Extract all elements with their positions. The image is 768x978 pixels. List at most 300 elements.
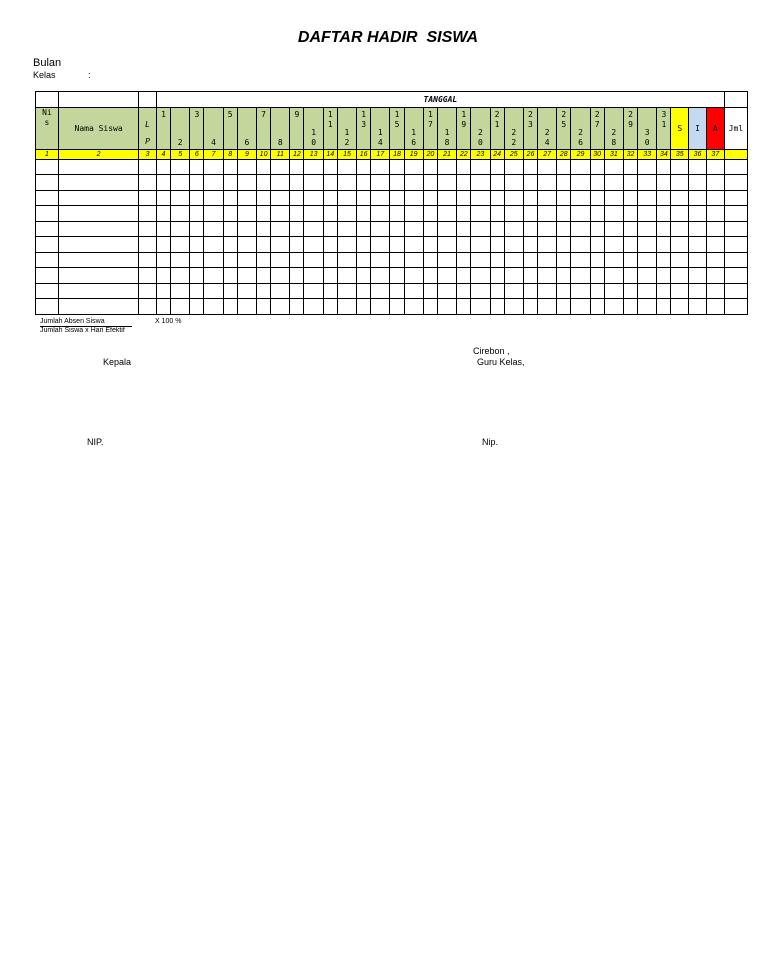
table-cell[interactable] [523, 175, 537, 191]
table-cell[interactable] [304, 159, 323, 175]
table-cell[interactable] [437, 252, 456, 268]
table-cell[interactable] [604, 175, 623, 191]
table-cell[interactable] [638, 299, 657, 315]
table-cell[interactable] [36, 175, 59, 191]
table-cell[interactable] [724, 206, 747, 222]
table-cell[interactable] [390, 190, 404, 206]
table-cell[interactable] [471, 221, 490, 237]
table-cell[interactable] [623, 252, 637, 268]
table-cell[interactable] [223, 299, 237, 315]
table-cell[interactable] [190, 221, 204, 237]
table-cell[interactable] [537, 299, 556, 315]
table-cell[interactable] [657, 299, 671, 315]
table-cell[interactable] [657, 268, 671, 284]
table-cell[interactable] [504, 299, 523, 315]
table-cell[interactable] [457, 299, 471, 315]
table-cell[interactable] [437, 159, 456, 175]
table-cell[interactable] [689, 159, 707, 175]
table-cell[interactable] [156, 175, 170, 191]
table-cell[interactable] [590, 299, 604, 315]
table-cell[interactable] [623, 237, 637, 253]
table-cell[interactable] [323, 299, 337, 315]
table-cell[interactable] [571, 206, 590, 222]
table-cell[interactable] [423, 283, 437, 299]
table-cell[interactable] [371, 221, 390, 237]
table-cell[interactable] [271, 252, 290, 268]
table-cell[interactable] [204, 221, 223, 237]
table-cell[interactable] [504, 252, 523, 268]
table-cell[interactable] [590, 221, 604, 237]
table-cell[interactable] [271, 221, 290, 237]
table-cell[interactable] [257, 190, 271, 206]
table-cell[interactable] [657, 159, 671, 175]
table-cell[interactable] [590, 237, 604, 253]
table-cell[interactable] [706, 237, 724, 253]
table-cell[interactable] [689, 206, 707, 222]
table-cell[interactable] [58, 252, 138, 268]
table-cell[interactable] [36, 252, 59, 268]
table-cell[interactable] [523, 221, 537, 237]
table-cell[interactable] [504, 221, 523, 237]
table-cell[interactable] [204, 237, 223, 253]
table-cell[interactable] [604, 237, 623, 253]
table-cell[interactable] [490, 283, 504, 299]
table-cell[interactable] [504, 283, 523, 299]
table-cell[interactable] [657, 283, 671, 299]
table-cell[interactable] [156, 268, 170, 284]
table-cell[interactable] [537, 206, 556, 222]
table-cell[interactable] [571, 283, 590, 299]
table-cell[interactable] [537, 283, 556, 299]
table-cell[interactable] [571, 221, 590, 237]
table-cell[interactable] [323, 190, 337, 206]
table-cell[interactable] [237, 190, 256, 206]
table-cell[interactable] [390, 299, 404, 315]
table-cell[interactable] [204, 175, 223, 191]
table-cell[interactable] [190, 237, 204, 253]
table-cell[interactable] [423, 268, 437, 284]
table-cell[interactable] [423, 252, 437, 268]
table-cell[interactable] [304, 190, 323, 206]
table-cell[interactable] [156, 299, 170, 315]
table-cell[interactable] [537, 175, 556, 191]
table-cell[interactable] [638, 221, 657, 237]
table-cell[interactable] [471, 299, 490, 315]
table-cell[interactable] [323, 252, 337, 268]
table-cell[interactable] [423, 221, 437, 237]
table-cell[interactable] [638, 206, 657, 222]
table-cell[interactable] [671, 206, 689, 222]
table-cell[interactable] [190, 159, 204, 175]
table-cell[interactable] [171, 221, 190, 237]
table-cell[interactable] [304, 221, 323, 237]
table-cell[interactable] [457, 221, 471, 237]
table-cell[interactable] [437, 206, 456, 222]
table-cell[interactable] [58, 175, 138, 191]
table-cell[interactable] [471, 206, 490, 222]
table-cell[interactable] [437, 237, 456, 253]
table-cell[interactable] [590, 175, 604, 191]
table-cell[interactable] [36, 299, 59, 315]
table-cell[interactable] [171, 283, 190, 299]
table-cell[interactable] [590, 190, 604, 206]
table-cell[interactable] [139, 237, 157, 253]
table-cell[interactable] [490, 221, 504, 237]
table-cell[interactable] [304, 206, 323, 222]
table-cell[interactable] [490, 237, 504, 253]
table-cell[interactable] [537, 159, 556, 175]
table-cell[interactable] [271, 268, 290, 284]
table-cell[interactable] [337, 206, 356, 222]
table-cell[interactable] [190, 268, 204, 284]
table-cell[interactable] [457, 190, 471, 206]
table-cell[interactable] [237, 268, 256, 284]
table-cell[interactable] [290, 252, 304, 268]
table-cell[interactable] [304, 237, 323, 253]
table-cell[interactable] [724, 268, 747, 284]
table-cell[interactable] [706, 190, 724, 206]
table-cell[interactable] [557, 268, 571, 284]
table-cell[interactable] [156, 237, 170, 253]
table-cell[interactable] [390, 206, 404, 222]
table-cell[interactable] [504, 268, 523, 284]
table-cell[interactable] [58, 159, 138, 175]
table-cell[interactable] [604, 299, 623, 315]
table-cell[interactable] [623, 268, 637, 284]
table-cell[interactable] [290, 221, 304, 237]
table-cell[interactable] [423, 237, 437, 253]
table-cell[interactable] [457, 283, 471, 299]
table-cell[interactable] [471, 252, 490, 268]
table-cell[interactable] [404, 252, 423, 268]
table-cell[interactable] [204, 268, 223, 284]
table-cell[interactable] [590, 252, 604, 268]
table-cell[interactable] [290, 299, 304, 315]
table-cell[interactable] [337, 283, 356, 299]
table-cell[interactable] [457, 268, 471, 284]
table-cell[interactable] [337, 252, 356, 268]
table-cell[interactable] [390, 252, 404, 268]
table-cell[interactable] [139, 268, 157, 284]
table-cell[interactable] [337, 190, 356, 206]
table-cell[interactable] [404, 299, 423, 315]
table-cell[interactable] [623, 299, 637, 315]
table-cell[interactable] [190, 252, 204, 268]
table-cell[interactable] [156, 252, 170, 268]
table-cell[interactable] [657, 221, 671, 237]
table-cell[interactable] [190, 299, 204, 315]
table-cell[interactable] [671, 237, 689, 253]
table-cell[interactable] [638, 159, 657, 175]
table-cell[interactable] [724, 221, 747, 237]
table-cell[interactable] [36, 206, 59, 222]
table-cell[interactable] [724, 175, 747, 191]
table-cell[interactable] [237, 175, 256, 191]
table-cell[interactable] [638, 283, 657, 299]
table-cell[interactable] [604, 283, 623, 299]
table-cell[interactable] [223, 268, 237, 284]
table-cell[interactable] [457, 159, 471, 175]
table-cell[interactable] [706, 221, 724, 237]
table-cell[interactable] [724, 237, 747, 253]
table-cell[interactable] [323, 175, 337, 191]
table-cell[interactable] [36, 237, 59, 253]
table-cell[interactable] [171, 190, 190, 206]
table-cell[interactable] [571, 190, 590, 206]
table-cell[interactable] [36, 190, 59, 206]
table-cell[interactable] [523, 206, 537, 222]
table-cell[interactable] [271, 206, 290, 222]
table-cell[interactable] [58, 283, 138, 299]
table-cell[interactable] [557, 237, 571, 253]
table-cell[interactable] [156, 206, 170, 222]
table-cell[interactable] [171, 206, 190, 222]
table-cell[interactable] [557, 206, 571, 222]
table-cell[interactable] [537, 268, 556, 284]
table-cell[interactable] [58, 206, 138, 222]
table-cell[interactable] [671, 299, 689, 315]
table-cell[interactable] [523, 252, 537, 268]
table-cell[interactable] [204, 206, 223, 222]
table-cell[interactable] [323, 283, 337, 299]
table-cell[interactable] [523, 268, 537, 284]
table-cell[interactable] [371, 237, 390, 253]
table-cell[interactable] [471, 175, 490, 191]
table-cell[interactable] [490, 268, 504, 284]
table-cell[interactable] [290, 175, 304, 191]
table-cell[interactable] [304, 268, 323, 284]
table-cell[interactable] [290, 206, 304, 222]
table-cell[interactable] [171, 268, 190, 284]
table-cell[interactable] [156, 190, 170, 206]
table-cell[interactable] [657, 237, 671, 253]
table-cell[interactable] [257, 283, 271, 299]
table-cell[interactable] [257, 268, 271, 284]
table-cell[interactable] [204, 159, 223, 175]
table-cell[interactable] [671, 221, 689, 237]
table-cell[interactable] [190, 175, 204, 191]
table-cell[interactable] [257, 175, 271, 191]
table-cell[interactable] [490, 252, 504, 268]
table-cell[interactable] [657, 252, 671, 268]
table-cell[interactable] [504, 190, 523, 206]
table-cell[interactable] [371, 190, 390, 206]
table-cell[interactable] [257, 206, 271, 222]
table-cell[interactable] [357, 283, 371, 299]
table-cell[interactable] [323, 159, 337, 175]
table-cell[interactable] [471, 237, 490, 253]
table-cell[interactable] [623, 190, 637, 206]
table-cell[interactable] [404, 206, 423, 222]
table-cell[interactable] [471, 190, 490, 206]
table-cell[interactable] [237, 221, 256, 237]
table-cell[interactable] [139, 252, 157, 268]
table-cell[interactable] [490, 299, 504, 315]
table-cell[interactable] [58, 190, 138, 206]
table-cell[interactable] [689, 268, 707, 284]
table-cell[interactable] [337, 237, 356, 253]
table-cell[interactable] [557, 175, 571, 191]
table-cell[interactable] [706, 283, 724, 299]
table-cell[interactable] [390, 268, 404, 284]
table-cell[interactable] [571, 299, 590, 315]
table-cell[interactable] [590, 206, 604, 222]
table-cell[interactable] [404, 237, 423, 253]
table-cell[interactable] [623, 283, 637, 299]
table-cell[interactable] [237, 252, 256, 268]
table-cell[interactable] [537, 221, 556, 237]
table-cell[interactable] [471, 283, 490, 299]
table-cell[interactable] [223, 190, 237, 206]
table-cell[interactable] [523, 237, 537, 253]
table-cell[interactable] [223, 175, 237, 191]
table-cell[interactable] [237, 299, 256, 315]
table-cell[interactable] [657, 206, 671, 222]
table-cell[interactable] [537, 252, 556, 268]
table-cell[interactable] [523, 159, 537, 175]
table-cell[interactable] [371, 268, 390, 284]
table-cell[interactable] [190, 283, 204, 299]
table-cell[interactable] [706, 299, 724, 315]
table-cell[interactable] [357, 237, 371, 253]
table-cell[interactable] [223, 159, 237, 175]
table-cell[interactable] [623, 159, 637, 175]
table-cell[interactable] [437, 221, 456, 237]
table-cell[interactable] [623, 175, 637, 191]
table-cell[interactable] [490, 175, 504, 191]
table-cell[interactable] [590, 159, 604, 175]
table-cell[interactable] [271, 159, 290, 175]
table-cell[interactable] [537, 190, 556, 206]
table-cell[interactable] [404, 159, 423, 175]
table-cell[interactable] [504, 206, 523, 222]
table-cell[interactable] [337, 159, 356, 175]
table-cell[interactable] [604, 190, 623, 206]
table-cell[interactable] [571, 159, 590, 175]
table-cell[interactable] [638, 237, 657, 253]
table-cell[interactable] [437, 175, 456, 191]
table-cell[interactable] [504, 159, 523, 175]
table-cell[interactable] [404, 175, 423, 191]
table-cell[interactable] [423, 206, 437, 222]
table-cell[interactable] [271, 175, 290, 191]
table-cell[interactable] [404, 190, 423, 206]
table-cell[interactable] [190, 190, 204, 206]
table-cell[interactable] [390, 175, 404, 191]
table-cell[interactable] [237, 159, 256, 175]
table-cell[interactable] [223, 252, 237, 268]
table-cell[interactable] [671, 268, 689, 284]
table-cell[interactable] [490, 206, 504, 222]
table-cell[interactable] [671, 252, 689, 268]
table-cell[interactable] [304, 299, 323, 315]
table-cell[interactable] [457, 252, 471, 268]
table-cell[interactable] [337, 299, 356, 315]
table-cell[interactable] [171, 175, 190, 191]
table-cell[interactable] [223, 237, 237, 253]
table-cell[interactable] [604, 252, 623, 268]
table-cell[interactable] [371, 283, 390, 299]
table-cell[interactable] [290, 190, 304, 206]
table-cell[interactable] [504, 175, 523, 191]
table-cell[interactable] [689, 283, 707, 299]
table-cell[interactable] [257, 252, 271, 268]
table-cell[interactable] [171, 299, 190, 315]
table-cell[interactable] [671, 190, 689, 206]
table-cell[interactable] [523, 283, 537, 299]
table-cell[interactable] [323, 221, 337, 237]
table-cell[interactable] [171, 159, 190, 175]
table-cell[interactable] [357, 190, 371, 206]
table-cell[interactable] [171, 237, 190, 253]
table-cell[interactable] [490, 159, 504, 175]
table-cell[interactable] [337, 175, 356, 191]
table-cell[interactable] [290, 283, 304, 299]
table-cell[interactable] [457, 175, 471, 191]
table-cell[interactable] [36, 221, 59, 237]
table-cell[interactable] [689, 252, 707, 268]
table-cell[interactable] [139, 299, 157, 315]
table-cell[interactable] [58, 237, 138, 253]
table-cell[interactable] [571, 175, 590, 191]
table-cell[interactable] [156, 221, 170, 237]
table-cell[interactable] [423, 299, 437, 315]
table-cell[interactable] [671, 175, 689, 191]
table-cell[interactable] [237, 283, 256, 299]
table-cell[interactable] [571, 252, 590, 268]
table-cell[interactable] [290, 237, 304, 253]
table-cell[interactable] [457, 206, 471, 222]
table-cell[interactable] [357, 268, 371, 284]
table-cell[interactable] [237, 237, 256, 253]
table-cell[interactable] [223, 206, 237, 222]
table-cell[interactable] [390, 237, 404, 253]
table-cell[interactable] [337, 268, 356, 284]
table-cell[interactable] [257, 159, 271, 175]
table-cell[interactable] [437, 268, 456, 284]
table-cell[interactable] [689, 237, 707, 253]
table-cell[interactable] [537, 237, 556, 253]
table-cell[interactable] [404, 283, 423, 299]
table-cell[interactable] [457, 237, 471, 253]
table-cell[interactable] [490, 190, 504, 206]
table-cell[interactable] [557, 283, 571, 299]
table-cell[interactable] [271, 283, 290, 299]
table-cell[interactable] [557, 221, 571, 237]
table-cell[interactable] [523, 299, 537, 315]
table-cell[interactable] [638, 175, 657, 191]
table-cell[interactable] [689, 221, 707, 237]
table-cell[interactable] [304, 175, 323, 191]
table-cell[interactable] [139, 283, 157, 299]
table-cell[interactable] [604, 159, 623, 175]
table-cell[interactable] [706, 268, 724, 284]
table-cell[interactable] [706, 252, 724, 268]
table-cell[interactable] [437, 283, 456, 299]
table-cell[interactable] [357, 252, 371, 268]
table-cell[interactable] [204, 190, 223, 206]
table-cell[interactable] [689, 299, 707, 315]
table-cell[interactable] [404, 268, 423, 284]
table-cell[interactable] [290, 159, 304, 175]
table-cell[interactable] [357, 159, 371, 175]
table-cell[interactable] [437, 299, 456, 315]
table-cell[interactable] [139, 175, 157, 191]
table-cell[interactable] [190, 206, 204, 222]
table-cell[interactable] [604, 268, 623, 284]
table-cell[interactable] [257, 299, 271, 315]
table-cell[interactable] [724, 299, 747, 315]
